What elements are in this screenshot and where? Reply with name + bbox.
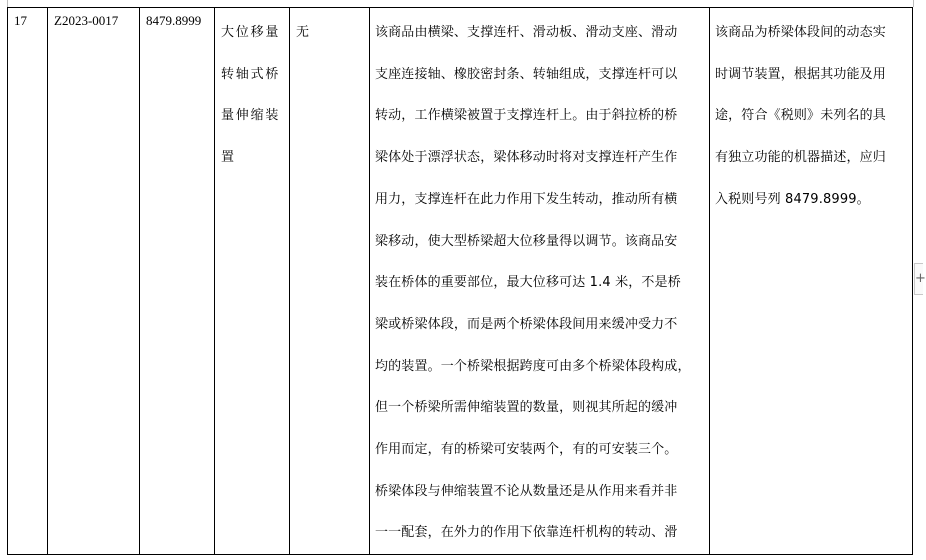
description-line: 但一个桥梁所需伸缩装置的数量，则视其所起的缓冲 xyxy=(375,400,678,416)
ruling-number: Z2023-0017 xyxy=(54,13,119,28)
rationale-cell xyxy=(710,8,913,555)
description-line: 支座连接轴、橡胶密封条、转轴组成，支撑连杆可以 xyxy=(375,66,678,82)
description-line: 梁或桥梁体段，而是两个桥梁体段间用来缓冲受力不 xyxy=(375,316,678,332)
product-name-line: 转轴式桥 xyxy=(221,66,281,82)
other-name xyxy=(290,8,369,54)
tariff-code: 8479.8999 xyxy=(146,13,202,28)
description-line: 一一配套，在外力的作用下依靠连杆机构的转动、滑 xyxy=(375,525,678,541)
top-ruling-tick xyxy=(7,0,8,7)
description-line: 装在桥体的重要部位，最大位移可达 1.4 米，不是桥 xyxy=(375,275,681,291)
top-ruling-tick xyxy=(913,0,914,7)
plus-icon: + xyxy=(915,271,926,286)
description-line: 用力，支撑连杆在此力作用下发生转动，推动所有横 xyxy=(375,191,678,207)
other-name-text: 无 xyxy=(296,25,310,40)
tariff-code-cell xyxy=(140,8,215,555)
description-line: 均的装置。一个桥梁根据跨度可由多个桥梁体段构成， xyxy=(375,358,691,374)
row-index: 17 xyxy=(14,13,27,28)
description-line: 作用而定，有的桥梁可安装两个，有的可安装三个。 xyxy=(375,442,678,458)
rationale-line: 途，符合《税则》未列名的具 xyxy=(715,108,886,124)
product-description xyxy=(370,8,709,554)
rationale-line: 该商品为桥梁体段间的动态实 xyxy=(715,25,886,40)
description-line: 桥梁体段与伸缩装置不论从数量还是从作用来看并非 xyxy=(375,483,678,499)
classification-rationale xyxy=(710,8,912,221)
rationale-line: 入税则号列 8479.8999。 xyxy=(715,191,870,207)
description-line: 梁体处于漂浮状态，梁体移动时将对支撑连杆产生作 xyxy=(375,150,678,166)
description-line: 转动，工作横梁被置于支撑连杆上。由于斜拉桥的桥 xyxy=(375,108,678,124)
expand-handle[interactable] xyxy=(914,263,926,295)
description-line: 该商品由横梁、支撑连杆、滑动板、滑动支座、滑动 xyxy=(375,25,678,40)
index-cell xyxy=(8,8,48,555)
product-name-cell xyxy=(215,8,290,555)
product-name-line: 置 xyxy=(221,150,236,166)
table-row xyxy=(8,8,913,555)
ruling-number-cell xyxy=(48,8,140,555)
product-name xyxy=(215,8,289,179)
rationale-line: 有独立功能的机器描述，应归 xyxy=(715,150,886,166)
description-line: 梁移动，使大型桥梁超大位移量得以调节。该商品安 xyxy=(375,233,678,249)
product-name-line: 大位移量 xyxy=(221,25,281,40)
other-name-cell xyxy=(290,8,370,555)
product-name-line: 量伸缩装 xyxy=(221,108,281,124)
classification-table xyxy=(7,7,913,555)
description-cell xyxy=(370,8,710,555)
rationale-line: 时调节装置，根据其功能及用 xyxy=(715,66,886,82)
